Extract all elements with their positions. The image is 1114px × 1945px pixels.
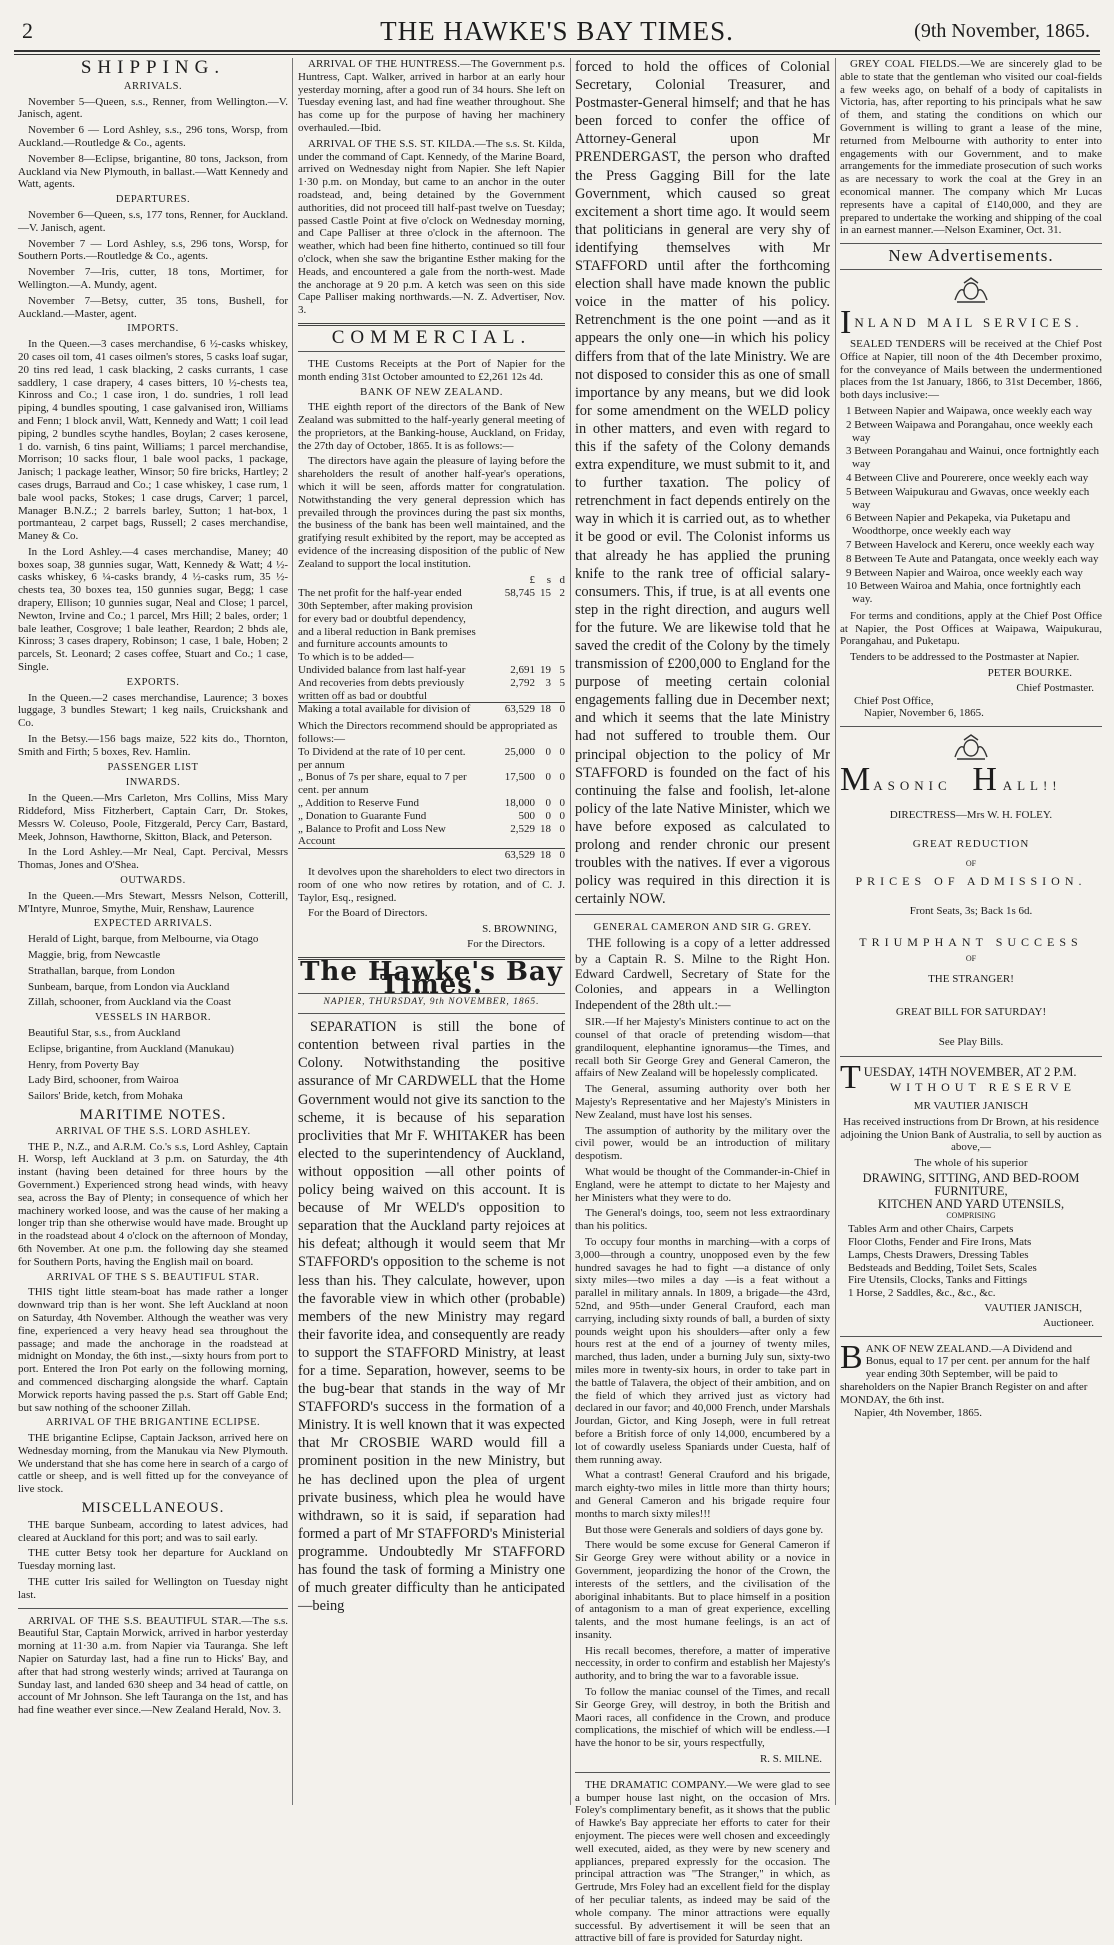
table-cell: „ Donation to Guarante Fund [298,809,427,822]
the-stranger: THE STRANGER! [928,972,1014,985]
mail-signature: PETER BOURKE. [987,667,1072,680]
dividend-dropcap: B [840,1338,863,1376]
auction-signature: VAUTIER JANISCH, [984,1301,1082,1314]
coal-fields: GREY COAL FIELDS.—We are sincerely glad to be able to state that the gentleman who visited our coal-fields a few weeks ago, on behalf of a body of capitalists in Victoria, has, after reporting to his principals what he saw of them, and stating the conditions on which our Government is willing to grant a lease of the mine, returned from Melbourne with authority to enter into engagements with our Government, and to make arrangements for the immediate prosecution of such works as are necessary to work the coal at the Grey in an economical manner. The company which Mr Lucas represents have a capital of £140,000, and they are prepared to undertake the working and shipping of the coal in an earnest manner.—Nelson Examiner, Oct. 31. [840,58,1102,237]
paragraph: In the Queen.—Mrs Carleton, Mrs Collins, Miss Mary Riddeford, Miss Fitzherbert, Captain Carr, Dr. Stokes, Messrs W. Coleuso, Poole, Fitzgerald, Percy Carr, Bastard, Meek, Johnson, Hawthorne, Skitton, Black, and Peterson. [18,792,288,843]
issue-date: (9th November, 1865. [914,20,1090,42]
customs-receipts: THE Customs Receipts at the Port of Napier for the month ending 31st October amounted to £2,261 12s 4d. [298,357,565,383]
table-cell: 0 [545,797,551,810]
kilda-notice: ARRIVAL OF THE S.S. ST. KILDA.—The s.s. St. Kilda, under the command of Capt. Kennedy, of the Marine Board, arrived on Wednesday night from Napier. She left Napier 1·30 p.m. on Monday, but came to an anchor in the outer roadstead, and, being detained by the Government authorities, did not proceed till half-past twelve on Tuesday; passed Castle Point at five o'clock on Wednesday morning, and Cape Palliser at three o'clock in the afternoon. The weather, which had been fine hitherto, continued so till four o'clock, when she saw the brigantine Esther making for the Heads, and encountered a gale from the north-west. Made the anchorage at 9 20 p.m. A ketch was seen on this side Cape Palliser making northwards.—N. Z. Advertiser, Nov. 3. [298,137,565,317]
maritime-ashley: THE P., N.Z., and A.R.M. Co.'s s.s, Lord Ashley, Captain H. Worsp, left Auckland at 3 p.m. on Saturday, the 4th instant (having been detained for three hours by the Government.) Experienced strong head winds, with heavy sea, across the Bay of Plenty; in consequence of which her machinery worked loose, and was the cause of her making a longer trip than she otherwise would have made. Brought up in the roadstead about 4 o'clock on the afternoon of Monday, 6th November. At one p.m. the following day she steamed for Southern Ports, having the English mail on board. [18,1140,288,1268]
arrivals-list [18,96,288,192]
seat-prices: Front Seats, 3s; Back 1s 6d. [909,905,1033,918]
mail-heading-text: NLAND MAIL SERVICES. [854,314,1083,330]
auction-furniture: FURNITURE, [934,1183,1008,1198]
outwards-label: OUTWARDS. [120,875,186,887]
paragraph: In the Lord Ashley.—Mr Neal, Capt. Percival, Messrs Thomas, Jones and O'Shea. [18,846,288,872]
auction-signature-role: Auctioneer. [1042,1316,1094,1329]
paragraph: In the Queen.—3 cases merchandise, 6 ½-casks whiskey, 20 cases oil tom, 41 cases oilmen's stores, 5 casks loaf sugar, 20 tins red lead, 1 cask blacking, 2 casks currants, 1 case saddlery, 1 case drapery, 4 cases bitters, 10 ½-chests tea, Kinross and Co.; 1 case iron, 1 do. sundries, 1 roll lead piping, 4 bundles spouting, 1 case galvanised iron, Williams and Fenn; 1 block anvil, Watt, Kennedy and Watt; 1 coil lead piping, 2 bundles scythe handles, Boylan; 2 cases kerosene, 1 do. varnish, 6 tins paint, Williams; 1 parcel merchandise, Morrison; 10 sacks flour, 1 bale wool packs, 1 package, Janisch; 1 package leather, Winsor; 50 fire bricks, Hartley; 2 cases drugs, Barraud and Co.; 1 case whiskey, 1 case rum, 1 bale wool packs, Stokes; 1 case drugs, Carver; 1 parcel, Manager B.N.Z.; 2 barrels barley, Sutton; 1 hat-box, 1 portmanteau, 2 carpet bags, Russell; 2 cases merchandise, Maney & Co. [18,338,288,543]
harbour-label: VESSELS IN HARBOR. [94,1012,212,1024]
table-cell: 15 [540,587,551,600]
expected-label: EXPECTED ARRIVALS. [93,918,213,930]
list-item: 5 Between Waipukurau and Gwavas, once weekly each way [846,485,1090,511]
list-item: 9 Between Napier and Wairoa, once weekly each way [846,566,1083,579]
maritime-star: THIS tight little steam-boat has made rather a longer downward trip than is her wont. She left Auckland at noon on Saturday, 4th November. Although the weather was very fine, experienced a very heavy head sea throughout the passage; and made the anchorage in the roadstead at midnight on Monday, the 6th inst.,—sixty hours from port to port. Entered the Iron Pot early on the following morning, and commenced discharging alongside the wharf. Captain Morwick reports having passed the p.s. Start off Gable End; but saw nothing of the schooner Zillah. [18,1286,288,1414]
mail-intro: SEALED TENDERS will be received at the Chief Post Office at Napier, till noon of the 4th December proximo, for the conveyance of Mails between the undermentioned places from the 1st January, 1866, to 31st December, 1866, both days inclusive:— [840,337,1102,402]
table-cell: 3 [545,676,551,689]
imports-label: IMPORTS. [127,323,179,335]
harbour-list [18,1027,288,1103]
dramatic-company: THE DRAMATIC COMPANY.—We were glad to see a bumper house last night, on the occasion of Mrs. Foley's complimentary benefit, as it shows that the public of Hawke's Bay appreciate her efforts to cater for their enjoyment. The pieces were well chosen and exceedingly well executed, aided, as they were by new scenery and appliances, prepared expressly for the occasion. The principal attraction was "The Stranger," in which, as Gertrude, Mrs Foley had an excellent field for the display of her peculiar talents, as indeed may be said of the whole company. The minor attractions were equally successful. By advertisement it will be seen that an attractive bill of fare is provided for Saturday night. [575,1778,830,1945]
column-rule [570,58,571,1805]
divider [840,726,1102,727]
table-row [298,587,565,651]
imports-list [18,338,288,674]
paragraph: What a contrast! General Crauford and his brigade, march eighty-two miles in little more than thirty hours; and General Cameron and his brigade require four months to march sixty miles!!! [575,1469,830,1520]
table-cell: 2,792 [510,676,535,689]
table-row [298,746,565,772]
paragraph: Strathallan, barque, from London [28,964,175,977]
list-item: 3 Between Porangahau and Wainui, once fortnightly each way [846,445,1100,471]
of-label-2: OF [965,954,977,964]
table-cell: 58,745 [504,587,535,600]
auction-items [848,1223,1102,1300]
paragraph: The assumption of authority by the military over the civil power, would be an introduction of military despotism. [575,1124,830,1163]
maritime-sub-eclipse: ARRIVAL OF THE BRIGANTINE ECLIPSE. [45,1417,261,1429]
divider [298,351,565,352]
paragraph: Herald of Light, barque, from Melbourne, via Otago [28,933,259,946]
paragraph: Maggie, brig, from Newcastle [28,949,161,961]
appropriation-total-pence: 0 [551,849,565,862]
table-cell: 5 [559,676,565,689]
inwards-list [18,792,288,872]
total-available-shillings: 18 [535,703,551,716]
masonic-dropcap: M [840,761,871,799]
mail-heading [840,303,1102,341]
paragraph: Lady Bird, schooner, from Wairoa [28,1074,179,1087]
table-cell: 0 [545,771,551,784]
auction-heading [840,1059,1102,1097]
total-available-pence: 0 [551,703,565,716]
paragraph: His recall becomes, therefore, a matter of imperative neccessity, in order to confirm and establish her Majesty's authority, and to bring the war to a favorable issue. [575,1644,830,1683]
expected-list [18,933,288,1009]
table-cell: 0 [559,771,565,784]
divider [840,1336,1102,1337]
appropriation-total-pounds: 63,529 [477,849,535,862]
paragraph: THE cutter Betsy took her departure for Auckland on Tuesday morning last. [18,1547,288,1573]
bank-report-directors: It devolves upon the shareholders to elect two directors in room of one who now retires by rotation, and of C. J. Taylor, Esq., resigned. [298,866,565,904]
paragraph: But those were Generals and soldiers of days gone by. [585,1523,824,1536]
cameron-signature: R. S. MILNE. [759,1753,822,1766]
list-item: 6 Between Napier and Pekapeka, via Puketapu and Woodthorpe, once weekly each way [846,512,1071,538]
table-row [298,651,565,664]
paragraph: November 6 — Lord Ashley, s.s., 296 tons, Worsp, from Auckland.—Routledge & Co., agents. [18,124,288,149]
paragraph: There would be some excuse for General Cameron if Sir George Grey were without ability or a novice in Government, jeopardizing the honor of the Crown, the interests of the settlers, and the civilisation of the aboriginal inhabitants. But to place himself in a position of antagonism to a man of great experience, excelling talents, and the most humane feelings, is an act of insanity. [575,1539,830,1641]
masonic-heading [840,761,1102,801]
directress: DIRECTRESS—Mrs W. H. FOLEY. [889,809,1053,822]
paragraph: November 8—Eclipse, brigantine, 80 tons, Jackson, from Auckland via New Plymouth, in ballast.—Watt Kennedy and Watt, agents. [18,152,288,191]
triumphant-success: TRIUMPHANT SUCCESS [859,935,1083,950]
bank-report-board: For the Board of Directors. [308,907,428,920]
shipping-heading: SHIPPING. [80,57,226,78]
bank-report-body: The directors have again the pleasure of laying before the shareholders the result of another half-year's operations, which it will be seen, affords matter for congratulation. Notwithstanding the very general depression which has prevailed through the provinces during the past six months, the business of the bank has been well maintained, and the gratifying result exhibited by the report, may be accepted as evidence of the increasing disposition of the public of New Zealand to support the local institution. [298,455,565,570]
paragraph: November 7—Iris, cutter, 18 tons, Mortimer, for Wellington.—A. Mundy, agent. [18,266,288,291]
table-row [298,823,565,849]
table-cell: To Dividend at the rate of 10 per cent. per annum [298,745,466,771]
without-reserve: WITHOUT RESERVE [889,1080,1076,1095]
table-cell: „ Addition to Reserve Fund [298,797,419,810]
list-item: 1 Between Napier and Waipawa, once weekly each way [846,404,1092,417]
total-available-pounds: 63,529 [477,703,535,716]
appropriation-rows [298,746,565,849]
table-cell: 2,691 [510,664,535,677]
exports-label: EXPORTS. [126,676,180,688]
divider [575,1772,830,1773]
divider [575,914,830,915]
maritime-heading: MARITIME NOTES. [79,1106,227,1123]
bank-signature: S. BROWNING, [482,923,557,936]
paragraph: To occupy four months in marching—with a corps of 3,000—through a country, unopposed even by the few hundred savages he had to fight —a distance of only sixty miles—two miles a day —is a feat without a parallel in military annals. In 1809, a brigade—the 43rd, 52nd, and 95th—under General Crauford, each man carrying, including sixty rounds of ball, a burden of sixty pounds weight upon his shoulders—after only a few hours rest at the end of a journey of twenty miles, marched, thus laden, under a burning July sun, sixty-two miles more in twenty-six hours, in order to take part in the battle of Talavera, the object of their ambition, and on the field of which they arrived just as victory had declared in our favor; and 40,000 French, under Marshals Jourdan, Gictor, and King Joseph, were in full retreat before a British force of only 14,000, encumbered by a lot of cowardly useless Spaniards under Cuesta, half of them running away. [575,1235,830,1466]
paragraph: November 5—Queen, s.s., Renner, from Wellington.—V. Janisch, agent. [18,95,288,121]
column-shipping [18,58,288,1805]
column-rule [292,58,293,1805]
table-cell: 0 [559,809,565,822]
paragraph: In the Betsy.—156 bags maize, 522 kits do., Thornton, Smith and Firth; 5 boxes, Rev. Hamlin. [18,733,288,758]
masonic-word: ASONIC [873,778,952,794]
currency-header [298,574,565,587]
column-editorial [575,58,830,1945]
table-cell: 2,529 [510,822,535,835]
mail-date: Napier, November 6, 1865. [864,707,984,720]
list-item: 1 Horse, 2 Saddles, &c., &c., &c. [848,1287,996,1300]
paragraph: Sailors' Bride, ketch, from Mohaka [28,1090,183,1103]
auction-intro: Has received instructions from Dr Brown, at his residence adjoining the Union Bank of Australia, to sell by auction as above,— [840,1115,1102,1154]
bank-signature-role: For the Directors. [467,938,545,950]
page-number: 2 [22,18,33,43]
profit-rows [298,587,565,703]
misc-beautiful-star: ARRIVAL OF THE S.S. BEAUTIFUL STAR.—The s.s. Beautiful Star, Captain Morwick, arrived in harbor yesterday morning at 11·30 a.m. from Napier via Tauranga. She left Napier on Saturday last, had a fine run to Hicks' Bay, and after that had strong westerly winds; arrived at Tauranga on Sunday last, and landed 630 sheep and 34 head of cattle, on account of Mr Johnson. She left Tauranga on the 1st, and has had fine weather ever since.—New Zealand Herald, Nov. 3. [18,1614,288,1717]
bank-accounts [298,574,565,862]
list-item: 2 Between Waipawa and Porangahau, once weekly each way [846,418,1093,444]
royal-arms-icon [951,733,991,761]
table-row [298,810,565,823]
table-cell: 19 [540,664,551,677]
table-row [298,677,565,703]
list-item: 4 Between Clive and Pourerere, once weekly each way [846,471,1089,484]
paragraph: The General's doings, too, seem not less extraordinary than his politics. [575,1207,830,1233]
auctioneer-name: MR VAUTIER JANISCH [913,1100,1029,1113]
mail-place: Chief Post Office, [854,694,934,707]
mail-dropcap: I [840,303,852,341]
exports-list [18,692,288,759]
editorial-paragraph: SEPARATION is still the bone of contention between rival parties in the Colony. Notwithstanding the positive assurance of Mr CARDWELL that the Home Government would not give its sanction to the scheme, it is because of his separation proclivities that Mr F. WHITAKER has been elected to the superintendency of Auckland, without opposition —all other points of policy being waived on this account. It is because of Mr WELD's opposition to separation that the Auckland party rejoices at his defeat; although it would seem that Mr STAFFORD's opposition to the scheme is not less than his. They calculate, however, upon the favorable view in which other (probable) members of the new Ministry may regard their favorite idea, and consequently are ready to support the STAFFORD Ministry, at least for a time. Separation, however, seems to be the bug-bear that stands in the way of Mr STAFFORD's success in the formation of a Ministry. It is well known that it was expected that Mr CROSBIE WARD would fill a prominent position in the new Ministry, but he has declined upon the plea of urgent private business, which plea he would have withdrawn, so it is said, if separation had formed a part of Mr STAFFORD's Ministerial programme. Undoubtedly Mr STAFFORD has found the task of forming a Ministry one of much greater difficulty than he anticipated—being [298,1019,565,1615]
see-play-bills: See Play Bills. [938,1036,1004,1049]
list-item: Bedsteads and Bedding, Toilet Sets, Scales [848,1261,1037,1274]
shillings-header: s [546,574,551,587]
great-reduction: GREAT REDUCTION [912,838,1030,851]
paragraph: To follow the maniac counsel of the Times, and recall Sir George Grey, will destroy, in both the British and Maori races, all confidence in the Crown, and produce complications, the mischief of which will be endless.—I have the honor to be sir, yours respectfully, [575,1686,830,1750]
paragraph: THE barque Sunbeam, according to latest advices, had cleared at Auckland for this port; and was to sail early. [18,1518,288,1544]
departures-list [18,209,288,320]
paragraph: Eclipse, brigantine, from Auckland (Manukau) [28,1042,234,1055]
divider [840,269,1102,270]
list-item: Lamps, Chests Drawers, Dressing Tables [848,1248,1029,1261]
list-item: 8 Between Te Aute and Patangata, once weekly each way [846,552,1099,565]
table-cell: 0 [545,809,551,822]
total-available-label: Making a total available for division of [298,703,477,716]
table-cell: To which is to be added— [298,651,414,664]
table-cell: 0 [559,745,565,758]
bank-accounts-table [298,574,565,862]
divider [298,323,565,326]
table-cell: 17,500 [504,771,535,784]
table-cell: „ Balance to Profit and Loss New Account [298,822,446,848]
paragraph: Beautiful Star, s.s., from Auckland [28,1026,181,1039]
cameron-letter [575,1016,830,1750]
paragraph: In the Lord Ashley.—4 cases merchandise, Maney; 40 boxes soap, 38 gunnies sugar, Watt, Kennedy & Watt; 4 ½-casks whiskey, 6 ¼-casks brandy, 4 ½-casks rum, 35 ½-chests tea, 30 boxes tea, 150 gunnies sugar, Begg; 1 case drapery, Ellison; 10 gunnies sugar, Neal and Close; 1 parcel, Newton, Irvine and Co.; 1 parcel, Mrs Hill; 2 bales, order; 1 bale leather, Cosgrove; 1 bale leather, Reardon; 2 bhds ale, Kinross; 3 cases drapery, Robinson; 1 case, 1 bale, Hoben; 2 parcels, St. Leonard; 2 cases coffee, Stuart and Co.; 1 case, Single. [18,545,288,674]
cameron-heading: GENERAL CAMERON AND SIR G. GREY. [593,921,812,934]
table-cell: 2 [559,587,565,600]
table-row [298,771,565,797]
column-advertisements [840,58,1102,1805]
table-cell: 18 [540,822,551,835]
editorial-dateline: NAPIER, THURSDAY, 9th NOVEMBER, 1865. [323,997,540,1008]
list-item: Tables Arm and other Chairs, Carpets [848,1223,1014,1236]
appropriation-total-row [298,849,565,862]
great-bill: GREAT BILL FOR SATURDAY! [895,1005,1047,1018]
of-label: OF [965,858,977,868]
appropriation-total-shillings: 18 [535,849,551,862]
table-cell: The net profit for the half-year ended 30th September, after making provision for every bad or doubtful dependency, and a liberal reduction in Bank premises and furniture accounts amounts to [298,587,476,651]
bank-report-intro: THE eighth report of the directors of the Bank of New Zealand was submitted to the half-yearly general meeting of the proprietors, at the Banking-house, Auckland, on Friday, the 27th day of October, 1865. It is as follows:— [298,401,565,452]
paragraph: Sunbeam, barque, from London via Auckland [28,980,230,993]
paragraph: The General, assuming authority over both her Majesty's Representative and her Majesty's Ministers in New Zealand, must have lost his senses. [575,1083,830,1121]
bank-heading: BANK OF NEW ZEALAND. [359,386,503,399]
newspaper-title: THE HAWKE'S BAY TIMES. [380,16,734,46]
auction-date: UESDAY, 14TH NOVEMBER, AT 2 P.M. [863,1065,1077,1080]
paragraph: Zillah, schooner, from Auckland via the Coast [28,996,232,1009]
cameron-intro: THE following is a copy of a letter addressed by a Captain R. S. Milne to the Right Hon. Edward Cardwell, Secretary of State for the Colonies, and appears in a Wellington Independent of the 28th ult.:— [575,936,830,1012]
auction-drawing: DRAWING, SITTING, AND BED-ROOM [862,1171,1080,1186]
cameron-intro-block [575,936,830,1013]
departures-label: DEPARTURES. [115,194,191,206]
list-item: 7 Between Havelock and Kereru, once weekly each way [846,538,1095,551]
auction-comprising: COMPRISING [946,1211,996,1221]
maritime-sub-star: ARRIVAL OF THE S S. BEAUTIFUL STAR. [46,1271,260,1283]
auction-kitchen: KITCHEN AND YARD UTENSILS, [877,1196,1065,1211]
total-available-row [298,703,565,716]
paragraph: In the Queen.—2 cases merchandise, Laurence; 3 boxes luggage, 3 bundles Stewart; 1 keg nails, Cruickshank and Co. [18,691,288,730]
outwards-list [18,890,288,916]
table-cell: Undivided balance from last half-year [298,664,466,677]
new-ads-heading: New Advertisements. [888,246,1054,266]
divider [298,1013,565,1014]
mail-routes [846,405,1102,606]
divider [840,243,1102,244]
table-cell: 0 [545,745,551,758]
huntress-notice: ARRIVAL OF THE HUNTRESS.—The Government p.s. Huntress, Capt. Walker, arrived in harbor at an early hour yesterday morning, after a good run of 34 hours. She left on Tuesday evening last, and had fine weather throughout. She has come up for the purpose of having her machinery overhauled.—Ibid. [298,58,565,134]
divider [18,1608,288,1609]
editorial-paragraph: forced to hold the offices of Colonial Secretary, Colonial Treasurer, and Postmaster-General himself; and that he has been forced to confer the office of Attorney-General upon Mr PRENDERGAST, the person who drafted the Press Gagging Bill for the late Government, which caused so great excitement a short time ago. It would seem that politicians in general are very shy of identifying themselves with Mr STAFFORD until after the forthcoming election shall have made known the public voice in the matter of his policy. Retrenchment is the one point —and as it appears the only one—in which his policy differs from that of the late Ministry. We are not disposed to consider this as one of small importance by any means, but we did look for some amendment on the WELD policy in other matters, and even with regard to this if the safety of the Colony demands extra expenditure, we must submit to it, and to further taxation. The policy of retrenchment in fact depends entirely on the way in which it is carried out, as to whether it be good or evil. The Colonist informs us that already he has applied the pruning knife to the rank tree of official salary-consumers. This, if true, is at all events one step in the right direction, and augurs well for the future. We are likewise told that he saved the credit of the Colony by the timely transmission of £200,000 to England for the purpose of meeting certain colonial engagements falling due in December next; and which it seems that the late Ministry had not suffered to trouble them. Our principal objection to the policy of Mr STAFFORD is founded on the fact of his continuing the false and foolish, let-alone policy of the late Native Minister, which we have before exposed as calculated to prolong and render chronic our present troubles with the natives. If ever a vigorous policy was required in this direction it is certainly NOW. [575,59,830,908]
table-cell: „ Bonus of 7s per share, equal to 7 per cent. per annum [298,771,467,797]
table-cell [477,651,535,664]
auction-whole: The whole of his superior [914,1157,1028,1170]
divider [840,1056,1102,1057]
commercial-heading: COMMERCIAL. [331,326,532,348]
paragraph: What would be thought of the Commander-in-Chief in England, were he attempt to dictate to her Majesty and her Ministers what they were to do. [575,1166,830,1204]
table-cell: 0 [559,797,565,810]
paragraph: SIR.—If her Majesty's Ministers continue to act on the counsel of that oracle of pretending wisdom—that grandiloquent, elephantine ignoramus—the Times, and recall both Sir George Grey and General Cameron, the affairs of New Zealand will be hopelessly complicated. [575,1016,830,1080]
passenger-label: PASSENGER LIST [107,761,199,773]
paragraph: THE cutter Iris sailed for Wellington on Tuesday night last. [18,1576,288,1601]
dividend-notice [840,1338,1102,1420]
table-cell [551,651,565,664]
paragraph: November 7 — Lord Ashley, s.s, 296 tons, Worsp, for Southern Ports.—Routledge & Co., agents. [18,237,288,263]
pounds-header: £ [529,574,535,587]
pence-header: d [559,574,565,587]
table-cell: And recoveries from debts previously written off as bad or doubtful [298,676,465,702]
prices-of-admission: PRICES OF ADMISSION. [855,873,1087,888]
mail-tenders: Tenders to be addressed to the Postmaster at Napier. [850,651,1080,664]
table-row [298,664,565,677]
column-rule [835,58,836,1805]
paragraph: November 7—Betsy, cutter, 35 tons, Bushell, for Auckland.—Master, agent. [18,294,288,320]
mail-terms: For terms and conditions, apply at the Chief Post Office at Napier, the Post Offices at Waipawa, Waipukurau, Porangahau, and Puketapu. [840,609,1102,648]
list-item: 10 Between Wairoa and Mahia, once fortnightly each way. [846,580,1081,606]
table-cell: 0 [559,822,565,835]
appropriation-intro-row [298,716,565,746]
paragraph: In the Queen.—Mrs Stewart, Messrs Nelson, Cotterill, M'Intyre, Munroe, Smythe, Muir, Renshaw, Laurence [18,889,288,915]
maritime-eclipse: THE brigantine Eclipse, Captain Jackson, arrived here on Wednesday morning, from the Manukau via New Plymouth. We understand that she has come here in search of a cargo of cattle or sheep, and is well fitted up for the conveyance of live stock. [18,1432,288,1496]
paragraph: November 6—Queen, s.s, 177 tons, Renner, for Auckland.—V. Janisch, agent. [18,208,288,234]
editorial-continued [575,58,830,908]
arrivals-label: ARRIVALS. [123,80,183,92]
masthead [14,16,1100,46]
inwards-label: INWARDS. [125,777,181,789]
table-cell: 25,000 [504,745,535,758]
auction-dropcap: T [840,1059,861,1097]
mail-signature-role: Chief Postmaster. [1016,681,1094,694]
royal-arms-icon [951,276,991,304]
table-cell [535,651,551,664]
table-cell: 18,000 [504,797,535,810]
misc-heading: MISCELLANEOUS. [81,1500,225,1517]
table-cell: 5 [559,664,565,677]
maritime-sub-ashley: ARRIVAL OF THE S.S. LORD ASHLEY. [55,1125,251,1137]
misc-list [18,1519,288,1602]
paragraph: Henry, from Poverty Bay [28,1058,140,1071]
list-item: Fire Utensils, Clocks, Tanks and Fittings [848,1274,1028,1287]
appropriation-intro: Which the Directors recommend should be appropriated as follows:— [298,720,558,746]
editorial-masthead: The Hawke's Bay Times. [300,956,563,1000]
table-cell: 500 [518,809,535,822]
table-row [298,797,565,810]
dividend-text: ANK OF NEW ZEALAND.—A Dividend and Bonus, equal to 17 per cent. per annum for the half year ending 30th September, will be paid to shareholders on the Napier Branch Register on and after MONDAY, the 6th inst. [840,1342,1090,1406]
dividend-date: Napier, 4th November, 1865. [854,1406,983,1419]
list-item: Floor Cloths, Fender and Fire Irons, Mats [848,1236,1032,1248]
column-commercial [298,58,565,1805]
masonic-dropcap-2: H [972,761,997,799]
editorial [298,1018,565,1615]
masthead-rule [14,50,1100,55]
masonic-word-2: ALL!! [1002,778,1062,794]
